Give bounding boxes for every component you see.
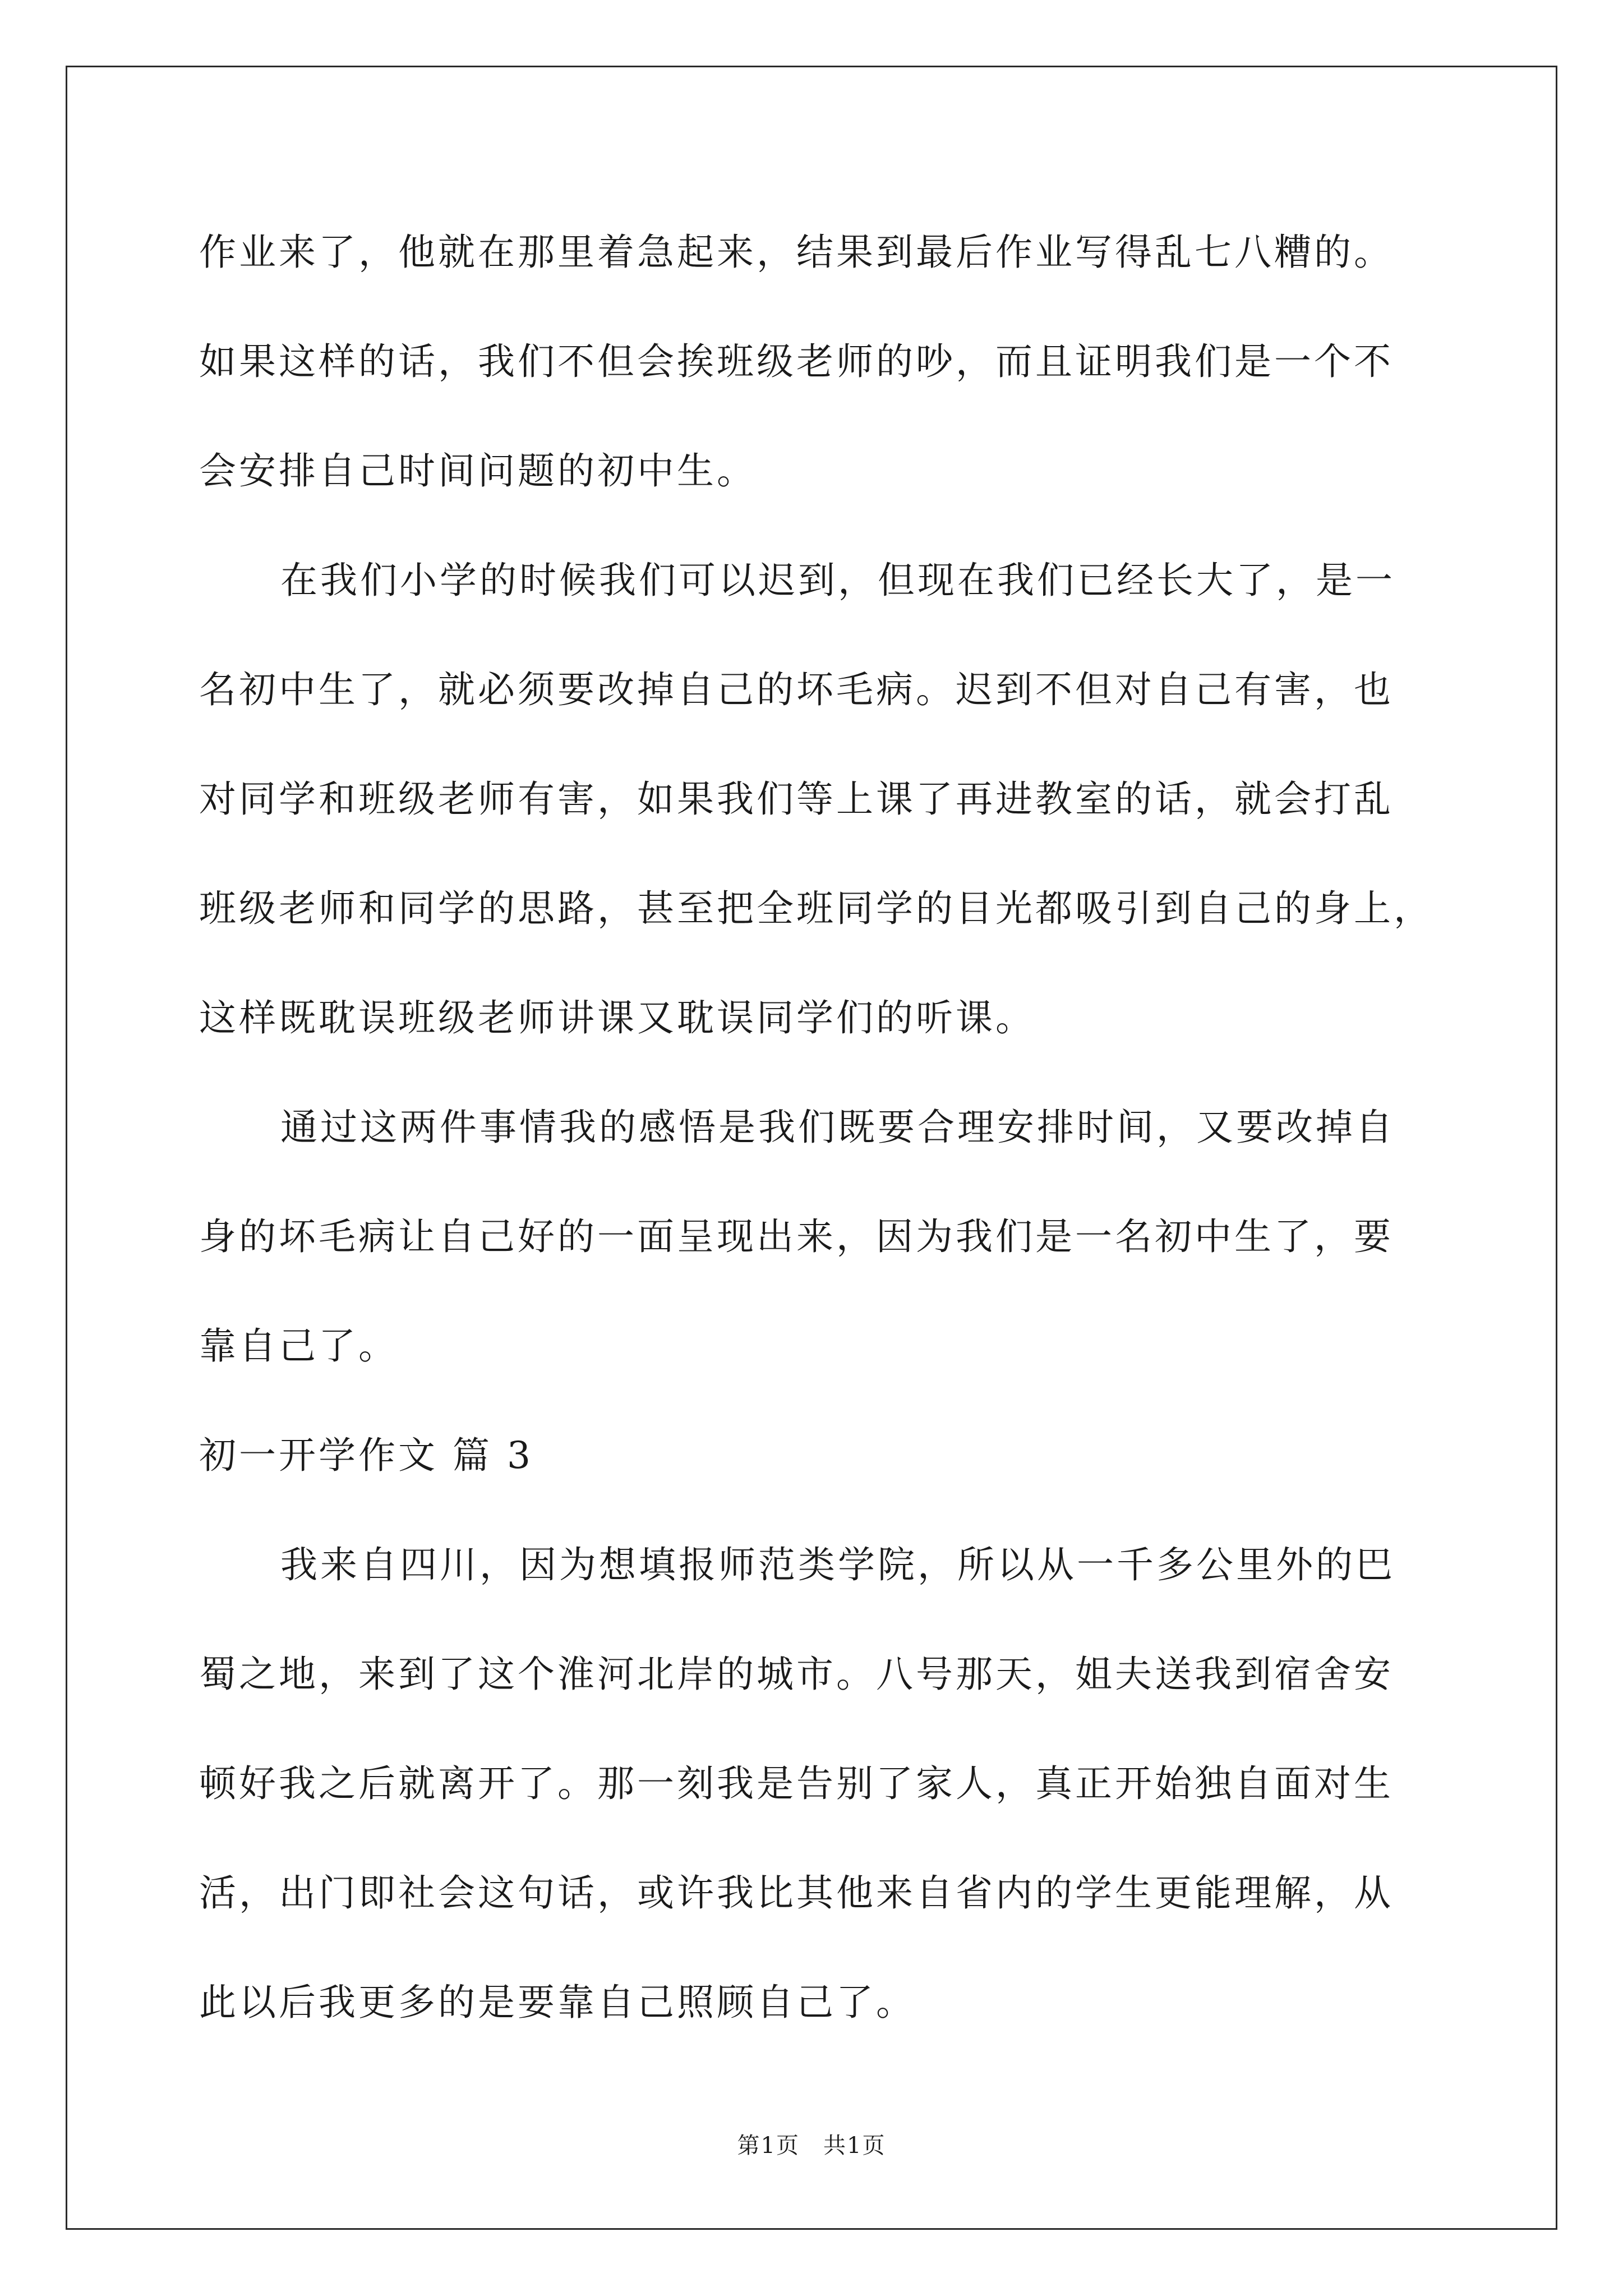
text-line: 此以后我更多的是要靠自己照顾自己了。: [199, 1981, 916, 2024]
paragraph-start-line: 在我们小学的时候我们可以迟到，但现在我们已经长大了，是一: [280, 559, 1395, 602]
text-line: 蜀之地，来到了这个淮河北岸的城市。八号那天，姐夫送我到宿舍安: [199, 1653, 1394, 1696]
text-line: 这样既耽误班级老师讲课又耽误同学们的听课。: [199, 996, 1035, 1039]
text-line: 如果这样的话，我们不但会挨班级老师的吵，而且证明我们是一个不: [199, 340, 1394, 383]
page-number-footer: 第1页 共1页: [737, 2133, 886, 2159]
text-line: 对同学和班级老师有害，如果我们等上课了再进教室的话，就会打乱: [199, 777, 1394, 821]
paragraph-start-line: 通过这两件事情我的感悟是我们既要合理安排时间，又要改掉自: [280, 1106, 1395, 1149]
text-line: 班级老师和同学的思路，甚至把全班同学的目光都吸引到自己的身上，: [199, 887, 1433, 930]
section-heading: 初一开学作文 篇 3: [199, 1434, 533, 1477]
paragraph-start-line: 我来自四川，因为想填报师范类学院，所以从一千多公里外的巴: [280, 1543, 1395, 1586]
text-line: 作业来了，他就在那里着急起来，结果到最后作业写得乱七八糟的。: [199, 231, 1394, 274]
text-line: 名初中生了，就必须要改掉自己的坏毛病。迟到不但对自己有害，也: [199, 668, 1394, 711]
text-line: 会安排自己时间问题的初中生。: [199, 449, 757, 493]
text-line: 靠自己了。: [199, 1324, 398, 1368]
text-line: 顿好我之后就离开了。那一刻我是告别了家人，真正开始独自面对生: [199, 1762, 1394, 1805]
text-line: 活，出门即社会这句话，或许我比其他来自省内的学生更能理解，从: [199, 1871, 1394, 1915]
text-line: 身的坏毛病让自己好的一面呈现出来，因为我们是一名初中生了，要: [199, 1215, 1394, 1258]
document-body: [199, 197, 1455, 2057]
